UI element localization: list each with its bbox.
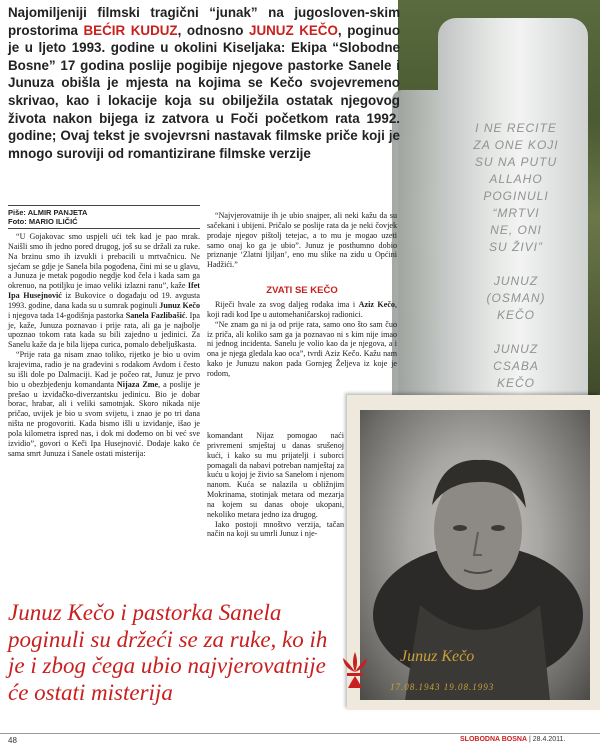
footer-rule — [0, 733, 600, 734]
paragraph: “Ne znam ga ni ja od prije rata, samo ono što sam čuo iz priča, ali koliko sam ga ja poznavao ni s kim nije imao ni jednog incidenta. Sanelu je volio kao da je njegova, a i ona je njega gledala kao oca”, tvrdi Aziz Kečo. Kažu nam kako je Junuzu nakon pada Gornjeg Željeva iz koje je rodom, — [207, 319, 397, 378]
paragraph: komandant Nijaz pomogao naći privremeni smještaj u danas srušenoj kući, i kako su mu prijatelji i suborci pomagali da nabavi potreban namještaj za kuću u kojoj je živio sa Sanelom i njenom nanom. Kuća se nalazila u obližnjim Mokrinama, stotinjak metara od mezarja na kojem su danas oboje ukopani, nekoliko metara jedno iza drugog. — [207, 431, 344, 519]
footer-separator: | — [528, 736, 531, 743]
tombstone-photo — [398, 0, 600, 395]
masthead-brand: SLOBODNA BOSNA — [460, 736, 528, 743]
lily-icon — [340, 650, 370, 690]
intro-name-kuduz: BEĆIR KUDUZ — [83, 22, 178, 38]
footer-masthead — [460, 736, 565, 743]
intro-text-1: Najomiljeniji filmski tragični “junak” na jugosloven-skim prostorima — [8, 5, 400, 38]
page-number: 48 — [8, 736, 17, 745]
paragraph: Iako postoji mnoštvo verzija, tačan način na koji su umrli Junuz i nje- — [207, 519, 344, 539]
body-column-2-bottom — [207, 300, 397, 379]
photo-credit: Foto: MARIO ILIČIĆ — [8, 217, 78, 226]
person-name: Junuz Kečo — [159, 300, 201, 310]
person-name: Aziz Kečo — [358, 300, 395, 309]
section-subhead: ZVATI SE KEČO — [266, 285, 338, 296]
portrait-photo — [360, 410, 590, 700]
author-credit: Piše: ALMIR PANJETA — [8, 208, 88, 217]
paragraph: “Prije rata ga nisam znao toliko, rijetko je bio u ovim krajevima, radio je na građevini s rodakom Avdom i često su išli dole po Dalmaciji. Kad je počeo rat, Junuz je prvo bio u obezbjeđenju komandanta Nijaza Zme, a poslije je prešao u izviđačko-diverzantsku jedinicu. Bio je dobar borac, hrabar, ali i veliki samotnjak. Skoro nikada nije pričao, uvijek je bio u svom svijetu, i znao je po tri dana ništa ne progovoriti. Kada bismo išli u izviđanje, išao je pola kilometra ispred nas, i dok mi dođemo on bi već sve izvidio”, govori o Keči Ipa Husejnović. Dodaje kako će sama smrt Junuza i Sanele ostati misterija: — [8, 350, 201, 458]
paragraph: Riječi hvale za svog daljeg rođaka ima i Aziz Kečo, koji radi kod Ipe u automehaničarskoj radionici. — [207, 300, 397, 319]
person-name: Sanela Fazlibašić — [125, 310, 186, 320]
person-name: Ifet Ipa Husejnović — [8, 281, 200, 301]
byline — [8, 208, 188, 226]
tombstone-engraving: I NE RECITE ZA ONE KOJI SU NA PUTU ALLAHO POGINULI “MRTVI NE, ONI SU ŽIVI” JUNUZ (OSMAN) KEČO JUNUZ CSABA KEČO — [473, 121, 559, 390]
body-column-2-top — [207, 211, 397, 270]
portrait-caption: Junuz Kečo — [400, 648, 475, 665]
person-name: Nijaza Zme — [116, 379, 159, 389]
issue-date: 28.4.2011. — [532, 736, 566, 743]
portrait-figure — [360, 410, 590, 700]
intro-text-3: , poginuo je u ljeto 1993. godine u okolini Kiseljaka: Ekipa “Slobodne Bosne” 17 godina poslije pogibije njegove pastorke Sanele i Junuza obišla je mjesta na kojima se Kečo svojevremeno skrivao, kao i lokacije koja su obilježila ostatak njegovog života nakon bijega iz zatvora u Foči početkom rata 1992. godine; Ovaj tekst je svojevrsni nastavak filmske priče koji je mnogo suroviji od romantizirane filmske verzije — [8, 22, 400, 161]
body-column-1 — [8, 232, 200, 458]
paragraph: “U Gojakovac smo uspjeli ući tek kad je pao mrak. Naišli smo ih jedno pored drugog, još su se držali za ruke. Na brzinu smo ih izvukli i prebacili u mrtvačnicu. Ne sjećam se gdje je Sanela bila pogođena, čini mi se u glavu, a Junuza je metak pogodio negdje kod čela i kada sam ga okrenuo, na potiljku je imao veliki izlazni ranu”, kaže Ifet Ipa Husejnović iz Bukovice o događaju od 19. avgusta 1993. godine, dana kada su u sumrak poginuli Junuz Kečo i njegova tada 14-godišnja pastorka Sanela Fazlibašić. Ipa je, kaže, Junuza poznavao i prije rata, ali ga je najbolje upoznao tokom rata kada su bili zajedno u jedinici. Za Sanelu kaže da je bila lijepa curica, pomalo debeljuškasta. — [8, 232, 201, 350]
portrait-dates: 17.08.1943 19.08.1993 — [390, 682, 495, 692]
body-column-3 — [207, 431, 344, 539]
paragraph: “Najvjerovatnije ih je ubio snajper, ali neki kažu da su sačekani i ubijeni. Pričalo se poslije rata da je neki čovjek prodaje njegov pištolj tetejac, a to mu je mogao uzeti samo onaj ko ga je ubio”. Junuz je posthumno dobio priznanje ‘Zlatni ljiljan’, eno mu slike na zidu u Općini Hadžići.” — [207, 211, 397, 270]
pull-quote: Junuz Kečo i pastorka Sanela poginuli su držeći se za ruke, ko ih je i zbog čega ubio najvjerovatnije će ostati misterija — [8, 600, 328, 705]
article-intro — [8, 4, 400, 162]
intro-text-2: , odnosno — [177, 22, 249, 38]
intro-name-keco: JUNUZ KEČO — [249, 22, 338, 38]
